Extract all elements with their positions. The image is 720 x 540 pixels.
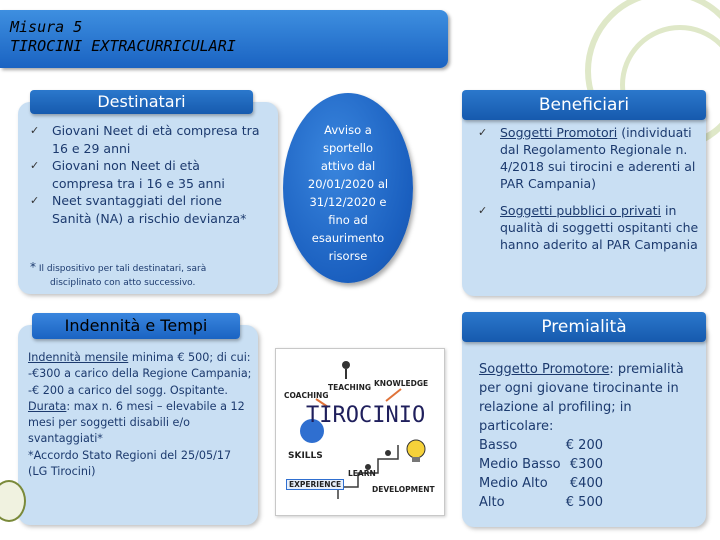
note-line-2: disciplinato con atto successivo. (50, 278, 196, 288)
note-line-1: Il dispositivo per tali destinatari, sarà (38, 264, 207, 274)
premialita-row-value: € 500 (565, 495, 603, 510)
premialita-header: Premialità (462, 312, 706, 342)
beneficiari-item-2-text: in qualità di soggetti ospitanti che hanno aderito al PAR Campania (500, 203, 699, 252)
avviso-circle (283, 93, 413, 283)
premialita-row-value: € 200 (565, 438, 603, 453)
avviso-line: sportello (322, 141, 374, 155)
beneficiari-item-1-text: (individuati dal Regolamento Regionale n. 4/2018 sui tirocini e aderenti al PAR Campania) (500, 125, 696, 191)
durata-text: : max n. 6 mesi – elevabile a 12 mesi per soggetti disabili e/o svantaggiati* (28, 399, 245, 446)
accordo-note: *Accordo Stato Regioni del 25/05/17 (LG Tirocini) (28, 448, 232, 479)
avviso-line: risorse (328, 249, 368, 263)
indennita-mensile-label: Indennità mensile (28, 351, 129, 364)
avviso-line: esaurimento (311, 231, 385, 245)
destinatari-list (26, 122, 262, 227)
illustration-word-experience: EXPERIENCE (286, 479, 344, 490)
beneficiari-item-1 (474, 124, 700, 192)
soggetti-promotori-label: Soggetti Promotori (500, 125, 618, 140)
destinatari-item: ✓ Giovani Neet di età compresa tra 16 e 29 anni (26, 122, 262, 157)
soggetto-promotore-label: Soggetto Promotore (479, 362, 610, 377)
premialita-row-label: Medio Basso (479, 457, 561, 472)
illustration-word-coaching: COACHING (284, 391, 329, 400)
illustration-word-skills: SKILLS (288, 451, 323, 461)
avviso-line: fino ad (328, 213, 368, 227)
avviso-line: 31/12/2020 e (309, 195, 387, 209)
illustration-word-teaching: TEACHING (328, 383, 372, 392)
destinatari-item: ✓ Giovani non Neet di età compresa tra i 16 e 35 anni (26, 157, 262, 192)
premialita-row-label: Basso (479, 438, 518, 453)
avviso-line: 20/01/2020 al (307, 177, 389, 191)
illustration-word-main: TIROCINIO (306, 403, 426, 428)
soggetti-pubblici-label: Soggetti pubblici o privati (500, 203, 661, 218)
premialita-row (479, 474, 603, 493)
indennita-mensile-text: minima € 500; di cui: (131, 351, 251, 364)
premialita-row-value: €400 (569, 476, 603, 491)
illustration-word-development: DEVELOPMENT (372, 485, 435, 494)
premialita-row (479, 436, 603, 455)
destinatari-header: Destinatari (30, 90, 253, 114)
title-line-1: Misura 5 (10, 18, 83, 36)
premialita-row-value: €300 (569, 457, 603, 472)
beneficiari-list (474, 124, 700, 253)
illustration-word-learn: LEARN (348, 469, 376, 478)
indennita-header: Indennità e Tempi (32, 313, 240, 339)
premialita-row (479, 455, 603, 474)
beneficiari-item-2 (474, 202, 700, 253)
premialita-row (479, 493, 603, 512)
avviso-line: Avviso a (324, 123, 372, 137)
durata-label: Durata (28, 399, 67, 413)
premialita-row-label: Medio Alto (479, 476, 548, 491)
illustration-word-knowledge: KNOWLEDGE (374, 379, 429, 388)
destinatari-item: ✓ Neet svantaggiati del rione Sanità (NA) a rischio devianza* (26, 192, 262, 227)
indennita-ospitante: -€ 200 a carico del sogg. Ospitante. (28, 383, 228, 397)
destinatari-note (30, 260, 270, 290)
premialita-row-label: Alto (479, 495, 505, 510)
beneficiari-header: Beneficiari (462, 90, 706, 120)
title-box (0, 10, 448, 68)
indennita-text (28, 350, 252, 480)
premialita-intro-text: : premialità per ogni giovane tirocinante in relazione al profiling; in particolare: (479, 362, 684, 434)
note-marker: * (30, 260, 36, 274)
premialita-text (479, 360, 701, 512)
avviso-line: attivo dal (320, 159, 376, 173)
title-line-2: TIROCINI EXTRACURRICULARI (10, 37, 236, 55)
tirocinio-illustration (275, 348, 445, 516)
indennita-regione: -€300 a carico della Regione Campania; (28, 367, 252, 381)
